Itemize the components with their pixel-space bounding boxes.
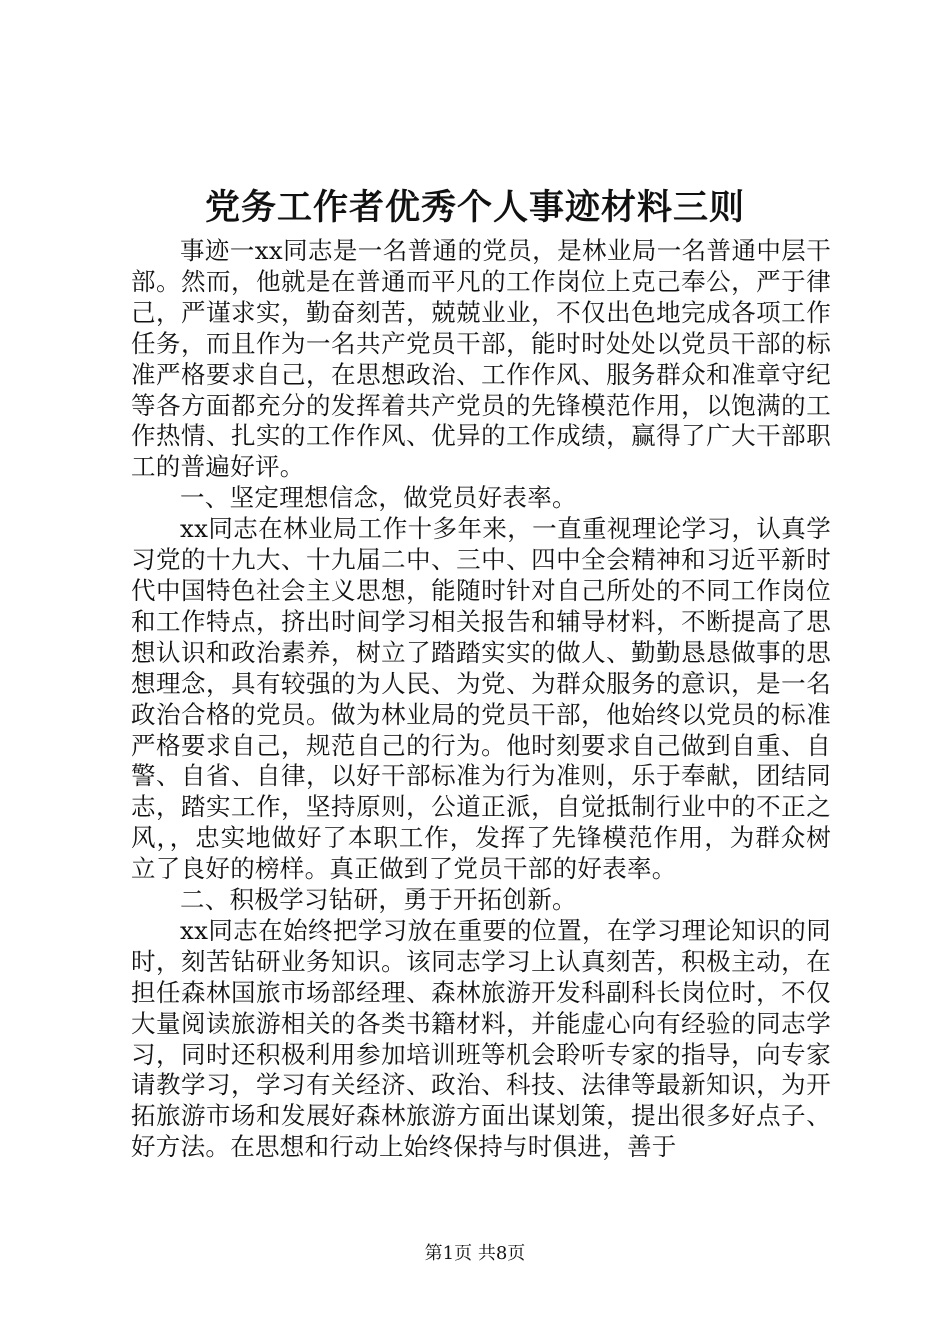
paragraph-intro: 事迹一xx同志是一名普通的党员，是林业局一名普通中层干部。然而，他就是在普通而平凡的工作岗位上克己奉公，严于律己，严谨求实，勤奋刻苦，兢兢业业，不仅出色地完成各项工作任务，而且作为一名共产党员干部，能时时处处以党员干部的标准严格要求自己，在思想政治、工作作风、服务群众和准章守纪等各方面都充分的发挥着共产党员的先锋模范作用，以饱满的工作热情、扎实的工作作风、优异的工作成绩，赢得了广大干部职工的普遍好评。	[131, 236, 831, 482]
paragraph-section-1: xx同志在林业局工作十多年来，一直重视理论学习，认真学习党的十九大、十九届二中、三中、四中全会精神和习近平新时代中国特色社会主义思想，能随时针对自己所处的不同工作岗位和工作特点，挤出时间学习相关报告和辅导材料，不断提高了思想认识和政治素养，树立了踏踏实实的做人、勤勤恳恳做事的思想理念，具有较强的为人民、为党、为群众服务的意识，是一名政治合格的党员。做为林业局的党员干部，他始终以党员的标准严格要求自己，规范自己的行为。他时刻要求自己做到自重、自警、自省、自律，以好干部标准为行为准则，乐于奉献，团结同志，踏实工作，坚持原则，公道正派，自觉抵制行业中的不正之风，，忠实地做好了本职工作，发挥了先锋模范作用，为群众树立了良好的榜样。真正做到了党员干部的好表率。	[131, 514, 831, 884]
page-number-footer: 第1页 共8页	[424, 1243, 526, 1264]
section-heading-2: 二、积极学习钻研，勇于开拓创新。	[180, 885, 577, 915]
paragraph-section-2: xx同志在始终把学习放在重要的位置，在学习理论知识的同时，刻苦钻研业务知识。该同志学习上认真刻苦，积极主动，在担任森林国旅市场部经理、森林旅游开发科副科长岗位时，不仅大量阅读旅游相关的各类书籍材料，并能虚心向有经验的同志学习，同时还积极利用参加培训班等机会聆听专家的指导，向专家请教学习，学习有关经济、政治、科技、法律等最新知识，为开拓旅游市场和发展好森林旅游方面出谋划策，提出很多好点子、好方法。在思想和行动上始终保持与时俱进，善于	[131, 915, 831, 1162]
section-heading-1: 一、坚定理想信念，做党员好表率。	[180, 483, 577, 513]
document-title: 党务工作者优秀个人事迹材料三则	[204, 188, 745, 228]
document-body	[131, 236, 831, 1163]
